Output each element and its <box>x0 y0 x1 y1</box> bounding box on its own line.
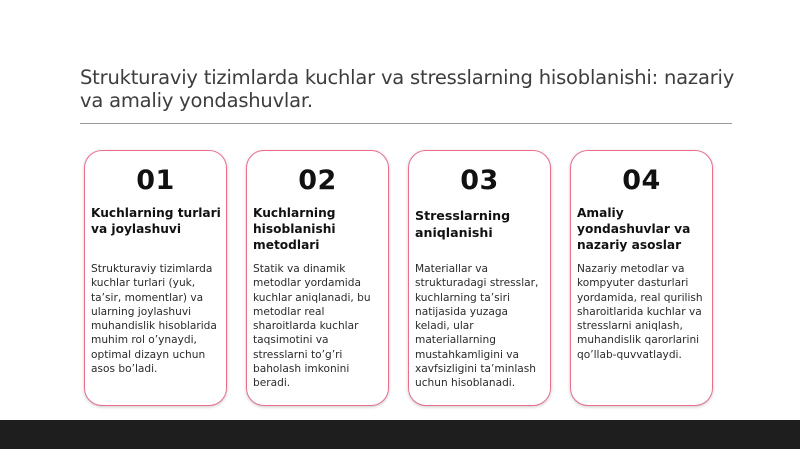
card-number: 04 <box>622 165 661 196</box>
card-heading: Kuchlarning turlari va joylashuvi <box>91 206 221 236</box>
card-2 <box>246 150 389 406</box>
card-heading: Kuchlarning hisoblanishi metodlari <box>253 206 336 252</box>
card-4 <box>570 150 713 406</box>
card-body: Statik va dinamik metodlar yordamida kuchlar aniqlanadi, bu metodlar real sharoitlarda kuchlar taqsimotini va stresslarni to’g’ri baholash imkonini beradi. <box>253 263 371 390</box>
card-1 <box>84 150 227 406</box>
footer-bar <box>0 420 800 449</box>
card-number: 01 <box>136 165 175 196</box>
card-body: Materiallar va strukturadagi stresslar, kuchlarning ta’siri natijasida yuzaga keladi, ular materiallarning mustahkamligini va xavfsizligini ta’minlash uchun hisoblanadi. <box>415 263 539 390</box>
card-3 <box>408 150 551 406</box>
title-divider <box>80 123 732 124</box>
card-body: Nazariy metodlar va kompyuter dasturlari yordamida, real qurilish sharoitlarida kuchlar va stresslarni aniqlash, muhandislik qarorlarini qo’llab-quvvatlaydi. <box>577 263 703 361</box>
card-number: 03 <box>460 165 499 196</box>
slide-title: Strukturaviy tizimlarda kuchlar va stresslarning hisoblanishi: nazariy va amaliy yondashuvlar. <box>80 66 735 112</box>
card-heading: Stresslarning aniqlanishi <box>415 208 511 240</box>
card-heading: Amaliy yondashuvlar va nazariy asoslar <box>577 206 691 252</box>
card-body: Strukturaviy tizimlarda kuchlar turlari (yuk, ta’sir, momentlar) va ularning joylashuvi muhandislik hisoblarida muhim rol o’ynaydi, optimal dizayn uchun asos bo’ladi. <box>91 263 217 376</box>
card-number: 02 <box>298 165 337 196</box>
